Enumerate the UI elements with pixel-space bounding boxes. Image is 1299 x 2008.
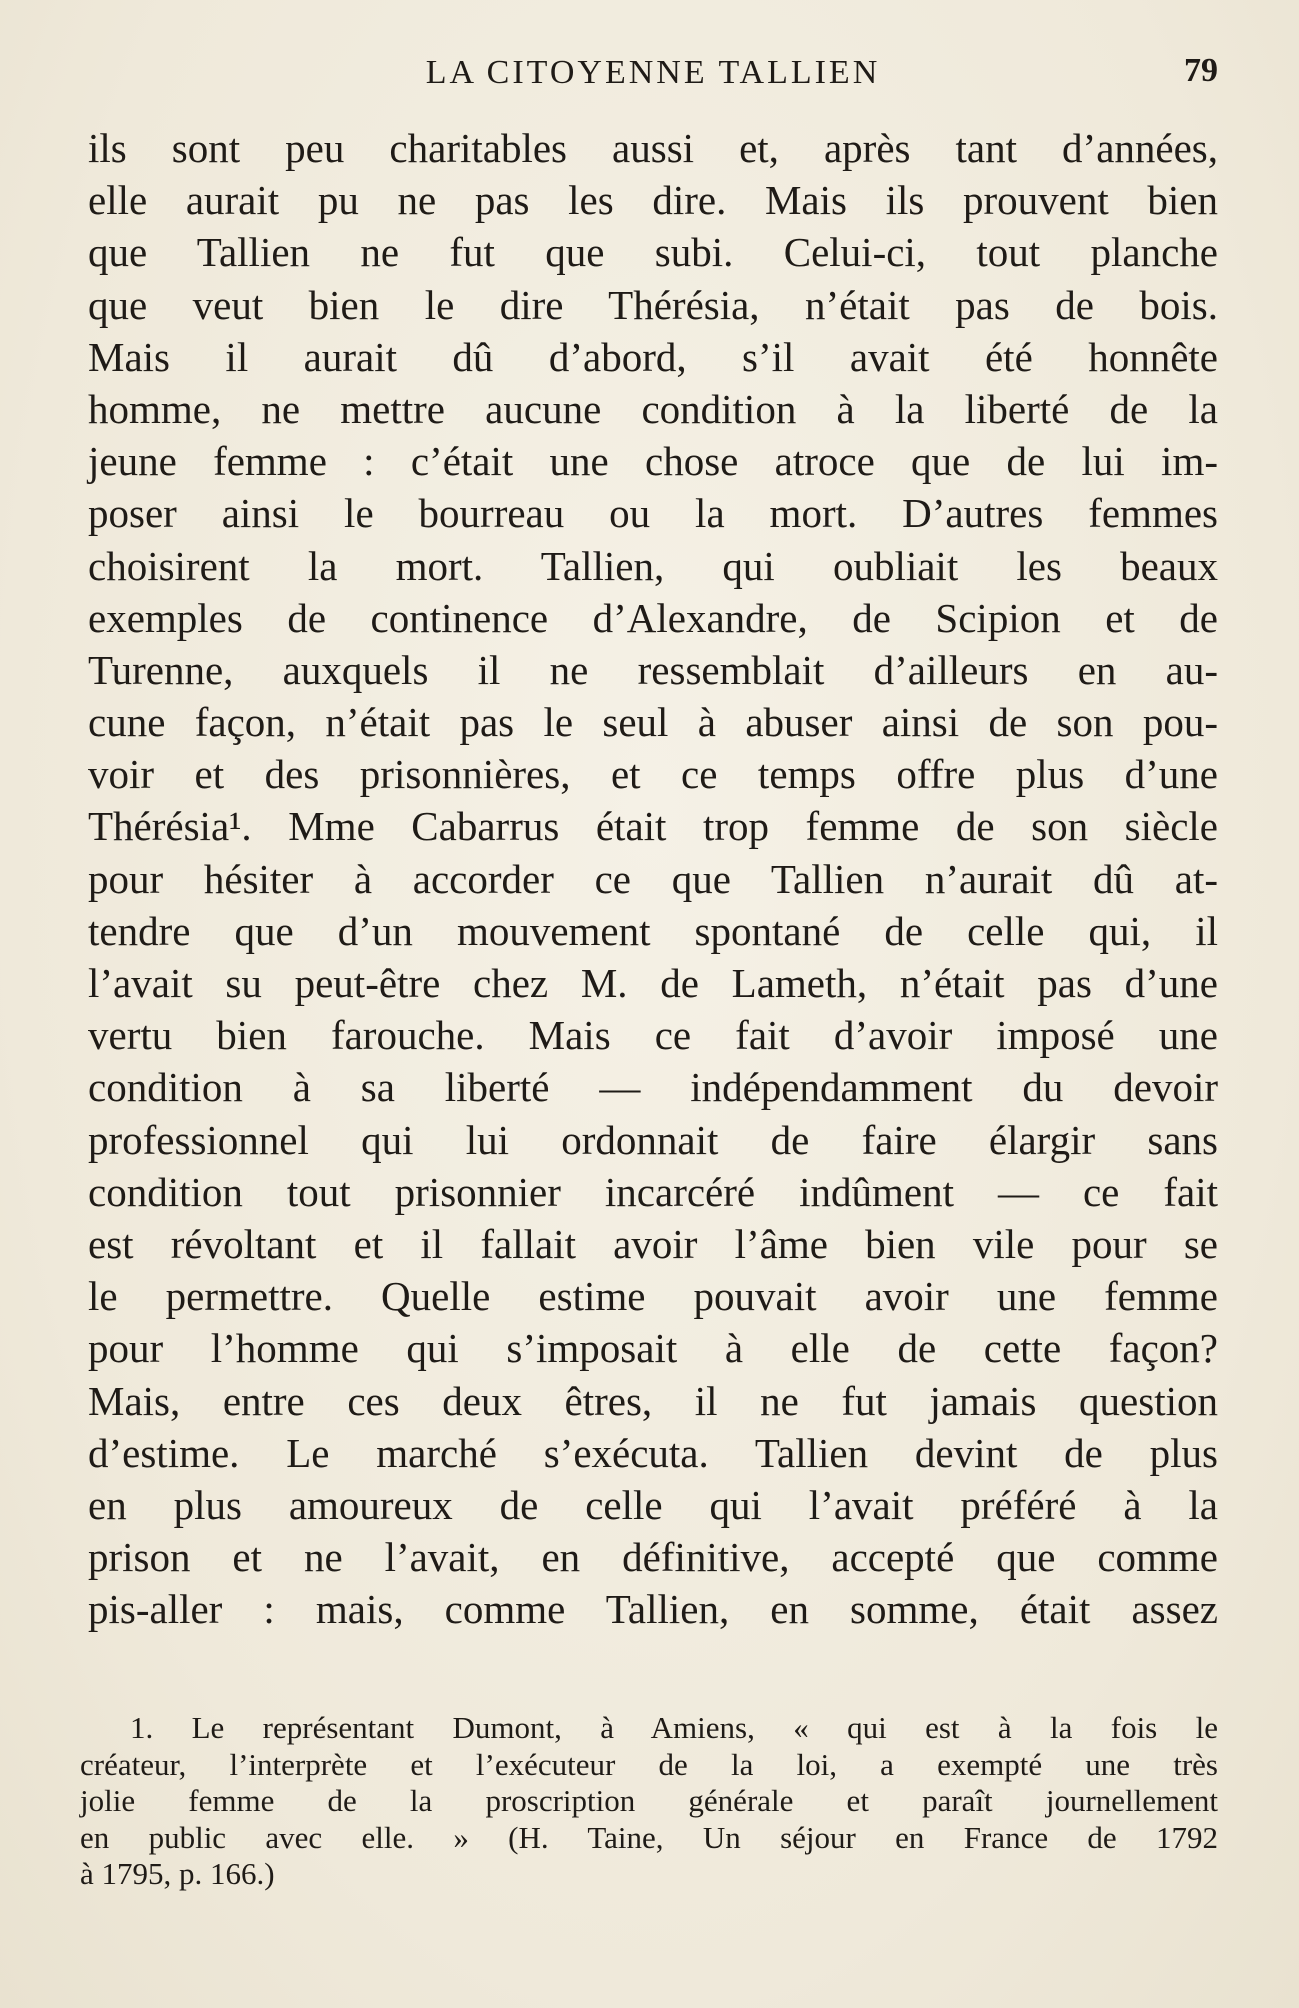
text-line: ils sont peu charitables aussi et, après tant d’années, bbox=[88, 125, 1218, 171]
running-head bbox=[88, 48, 1218, 98]
text-line: pour hésiter à accorder ce que Tallien n’aurait dû at- bbox=[88, 855, 1218, 902]
text-line: elle aurait pu ne pas les dire. Mais ils prouvent bien bbox=[88, 177, 1218, 224]
text-line: que Tallien ne fut que subi. Celui-ci, tout planche bbox=[88, 229, 1218, 276]
text-line: Mais, entre ces deux êtres, il ne fut jamais question bbox=[88, 1377, 1218, 1424]
text-line: voir et des prisonnières, et ce temps offre plus d’une bbox=[88, 751, 1218, 798]
footnote-line: à 1795, p. 166.) bbox=[80, 1856, 275, 1891]
text-line: pour l’homme qui s’imposait à elle de cette façon? bbox=[88, 1325, 1218, 1372]
running-title: LA CITOYENNE TALLIEN bbox=[425, 54, 881, 91]
text-line: Mais il aurait dû d’abord, s’il avait été honnête bbox=[88, 333, 1218, 380]
text-line: professionnel qui lui ordonnait de faire élargir sans bbox=[88, 1116, 1218, 1163]
text-line: est révoltant et il fallait avoir l’âme bien vile pour se bbox=[88, 1220, 1218, 1267]
text-line: jeune femme : c’était une chose atroce que de lui im- bbox=[88, 438, 1218, 485]
footnotes bbox=[80, 1710, 1218, 1893]
text-line: pis-aller : mais, comme Tallien, en somme, était assez bbox=[88, 1586, 1218, 1633]
text-line: exemples de continence d’Alexandre, de Scipion et de bbox=[88, 594, 1218, 641]
body-text bbox=[88, 122, 1218, 1635]
text-line: tendre que d’un mouvement spontané de celle qui, il bbox=[88, 907, 1218, 954]
footnote-line: en public avec elle. » (H. Taine, Un séjour en France de 1792 bbox=[80, 1819, 1218, 1855]
text-line: condition à sa liberté — indépendamment du devoir bbox=[88, 1064, 1218, 1111]
text-line: homme, ne mettre aucune condition à la liberté de la bbox=[88, 385, 1218, 432]
text-line: le permettre. Quelle estime pouvait avoir une femme bbox=[88, 1273, 1218, 1320]
text-line: Thérésia¹. Mme Cabarrus était trop femme de son siècle bbox=[88, 803, 1218, 850]
text-line: Turenne, auxquels il ne ressemblait d’ailleurs en au- bbox=[88, 646, 1218, 693]
footnote-line: 1. Le représentant Dumont, à Amiens, « qui est à la fois le bbox=[130, 1710, 1218, 1745]
text-line: d’estime. Le marché s’exécuta. Tallien devint de plus bbox=[88, 1429, 1218, 1476]
text-line: vertu bien farouche. Mais ce fait d’avoir imposé une bbox=[88, 1012, 1218, 1059]
text-line: condition tout prisonnier incarcéré indûment — ce fait bbox=[88, 1168, 1218, 1215]
text-line: cune façon, n’était pas le seul à abuser ainsi de son pou- bbox=[88, 699, 1218, 746]
page-number: 79 bbox=[1184, 52, 1218, 89]
text-line: que veut bien le dire Thérésia, n’était pas de bois. bbox=[88, 281, 1218, 328]
text-line: choisirent la mort. Tallien, qui oubliait les beaux bbox=[88, 542, 1218, 589]
text-line: en plus amoureux de celle qui l’avait préféré à la bbox=[88, 1481, 1218, 1528]
text-line: prison et ne l’avait, en définitive, accepté que comme bbox=[88, 1534, 1218, 1581]
footnote-line: créateur, l’interprète et l’exécuteur de la loi, a exempté une très bbox=[80, 1746, 1218, 1782]
text-line: l’avait su peut-être chez M. de Lameth, n’était pas d’une bbox=[88, 960, 1218, 1006]
text-line: poser ainsi le bourreau ou la mort. D’autres femmes bbox=[88, 490, 1218, 537]
footnote-line: jolie femme de la proscription générale et paraît journellement bbox=[80, 1783, 1218, 1818]
